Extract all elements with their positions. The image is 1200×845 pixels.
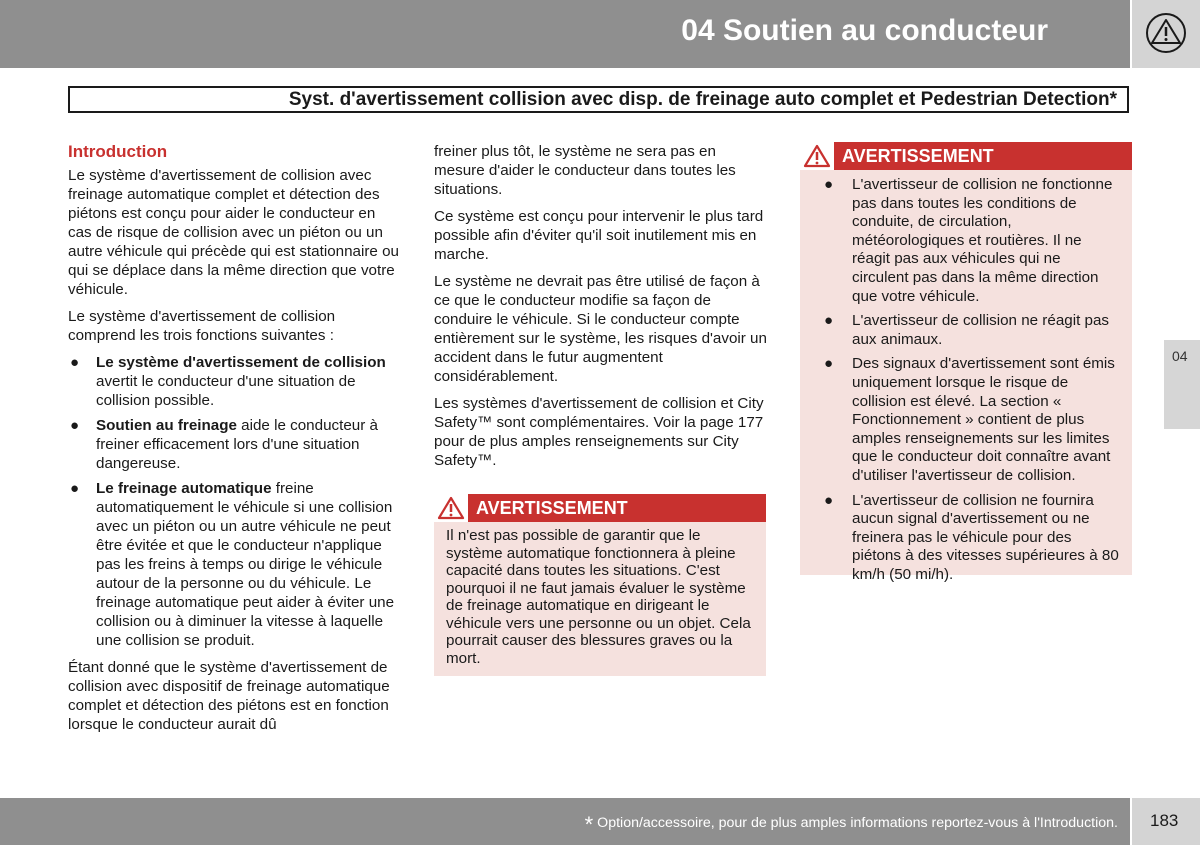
list-item — [812, 312, 1120, 349]
bullet-icon: ● — [824, 491, 834, 509]
warning-box — [434, 494, 766, 676]
paragraph: Les systèmes d'avertissement de collision et City Safety™ sont complémentaires. Voir la page 177 pour de plus amples renseignements sur City Safety™. — [434, 395, 764, 469]
list-item-text: aide le conducteur à freiner efficacement lors d'une situation dangereuse. — [96, 417, 378, 472]
bullet-icon: ● — [70, 354, 80, 371]
paragraph: Le système ne devrait pas être utilisé de façon à ce que le conducteur modifie sa façon de conduire le véhicule. Si le conducteur compte entièrement sur le système, les risques d'avoir un accident dans le futur augmentent considérablement. — [434, 273, 767, 385]
bullet-icon: ● — [70, 480, 80, 497]
list-item-text: Des signaux d'avertissement sont émis uniquement lorsque le risque de collision est élevé. La section « Fonctionnement » contient de plus amples renseignements sur les limites que le conducteur doit connaître avant d'utiliser l'avertisseur de collision. — [852, 355, 1115, 484]
warning-title: AVERTISSEMENT — [476, 498, 628, 518]
warning-header — [434, 494, 766, 522]
warning-list — [812, 176, 1120, 584]
warning-text: Il n'est pas possible de garantir que le système automatique fonctionnera à pleine capacité dans toutes les situations. C'est pourquoi il ne faut jamais évaluer le système de freinage automatique en dirigeant le véhicule vers une personne ou un objet. Cela pourrait causer des blessures graves ou la mort. — [446, 527, 751, 667]
bullet-icon: ● — [824, 355, 834, 373]
list-item — [68, 479, 400, 650]
subheading-introduction: Introduction — [68, 142, 168, 161]
list-item — [68, 353, 400, 410]
paragraph: freiner plus tôt, le système ne sera pas en mesure d'aider le conducteur dans toutes les situations. — [434, 143, 736, 198]
warning-triangle-icon — [1145, 12, 1187, 54]
warning-box — [800, 142, 1132, 583]
list-item-text: L'avertisseur de collision ne fournira aucun signal d'avertissement ou ne freinera pas le véhicule pour des piétons à des vitesses supérieures à 80 km/h (50 mi/h). — [852, 491, 1119, 583]
section-title-box — [68, 86, 1129, 113]
page-number: 183 — [1150, 811, 1179, 830]
warning-title: AVERTISSEMENT — [842, 146, 994, 166]
page-number-box — [1132, 798, 1200, 845]
warning-icon-box — [800, 142, 834, 170]
header-bar — [0, 0, 1130, 68]
list-item-text: avertit le conducteur d'une situation de collision possible. — [96, 373, 356, 409]
bullet-icon: ● — [824, 176, 834, 193]
list-item-text: L'avertisseur de collision ne fonctionne pas dans toutes les conditions de conduite, de circulation, météorologiques et routières. Il ne réagit pas aux véhicules qui ne circulent pas dans la même direction que votre véhicule. — [852, 176, 1113, 305]
paragraph: Le système d'avertissement de collision avec freinage automatique complet et détection des piétons est conçu pour aider le conducteur en cas de risque de collision avec un piéton ou un autre véhicule qui précède qui est stationnaire ou qui se déplace dans la même direction que votre véhicule. — [68, 167, 399, 298]
header-icon-box — [1132, 0, 1200, 68]
paragraph: Le système d'avertissement de collision comprend les trois fonctions suivantes : — [68, 308, 336, 344]
list-item — [68, 416, 400, 473]
paragraph: Ce système est conçu pour intervenir le plus tard possible afin d'éviter qu'il soit inutilement mis en marche. — [434, 208, 764, 263]
chapter-side-tab[interactable] — [1164, 340, 1200, 429]
list-item-bold: Le freinage automatique — [96, 480, 272, 497]
warning-triangle-icon — [437, 496, 465, 520]
warning-body — [800, 170, 1132, 602]
list-item-text: L'avertisseur de collision ne réagit pas aux animaux. — [852, 312, 1110, 348]
warning-header — [800, 142, 1132, 170]
list-item-bold: Le système d'avertissement de collision — [96, 354, 386, 371]
bullet-icon: ● — [70, 417, 80, 434]
warning-icon-box — [434, 494, 468, 522]
bullet-icon: ● — [824, 312, 834, 330]
list-item — [812, 355, 1120, 485]
column-2 — [434, 142, 768, 478]
chapter-title: 04 Soutien au conducteur — [681, 14, 1048, 47]
paragraph: Étant donné que le système d'avertissement de collision avec dispositif de freinage automatique complet et détection des piétons est en fonction lorsque le conducteur aurait dû — [68, 659, 390, 733]
footnote — [585, 812, 1118, 838]
column-3 — [800, 142, 1132, 583]
list-item — [812, 492, 1120, 585]
section-title: Syst. d'avertissement collision avec disp. de freinage auto complet et Pedestrian Detection* — [288, 89, 1117, 110]
list-item — [812, 176, 1120, 306]
side-tab-label: 04 — [1172, 348, 1188, 364]
list-item-text: freine automatiquement le véhicule si une collision avec un piéton ou un autre véhicule ne peut être évitée et que le conducteur n'applique pas les freins à temps ou dirige le véhicule autour de la personne ou du véhicule. Le freinage automatique peut aider à éviter une collision ou à diminuer la vitesse à laquelle une collision se produit. — [96, 480, 395, 649]
column-1 — [68, 142, 400, 742]
list-item-bold: Soutien au freinage — [96, 417, 237, 434]
footer-bar — [0, 798, 1130, 845]
footnote-text: Option/accessoire, pour de plus amples informations reportez-vous à l'Introduction. — [597, 815, 1118, 831]
warning-triangle-icon — [803, 144, 831, 168]
footnote-star: * — [584, 812, 594, 837]
function-list — [68, 353, 400, 650]
